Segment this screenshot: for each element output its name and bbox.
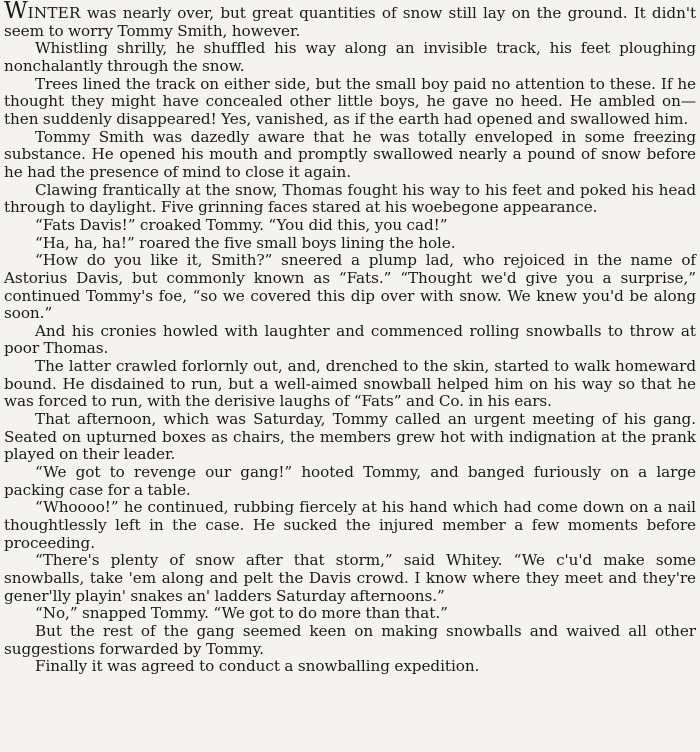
story-column [4,0,696,676]
story-paragraph: The latter crawled forlornly out, and, drenched to the skin, started to walk homeward bound. He disdained to run, but a well-aimed snowball helped him on his way so that he was forced to run, with the derisive laughs of “Fats” and Co. in his ears. [4,357,696,411]
story-paragraph: “We got to revenge our gang!” hooted Tommy, and banged furiously on a large packing case for a table. [4,463,696,499]
story-paragraph-opening [4,0,696,40]
story-paragraph: “How do you like it, Smith?” sneered a plump lad, who rejoiced in the name of Astorius Davis, but commonly known as “Fats.” “Thought we'd give you a surprise,” continued Tommy's foe, “so we covered this dip over with snow. We knew you'd be along soon.” [4,251,696,323]
story-paragraph: “No,” snapped Tommy. “We got to do more than that.” [35,604,448,623]
story-paragraph: “Ha, ha, ha!” roared the five small boys lining the hole. [35,233,456,252]
story-paragraph: Tommy Smith was dazedly aware that he was totally enveloped in some freezing substance. He opened his mouth and promptly swallowed nearly a pound of snow before he had the presence of mind to close it again. [4,127,696,181]
story-paragraph: Trees lined the track on either side, but the small boy paid no attention to these. If he thought they might have concealed other little boys, he gave no heed. He ambled on—then suddenly disappeared! Yes, vanished, as if the earth had opened and swallowed him. [4,74,696,128]
story-paragraph: But the rest of the gang seemed keen on making snowballs and waived all other suggestions forwarded by Tommy. [4,621,696,658]
story-paragraph: And his cronies howled with laughter and commenced rolling snowballs to throw at poor Thomas. [4,321,696,358]
story-paragraph: “There's plenty of snow after that storm,” said Whitey. “We c'u'd make some snowballs, take 'em along and pelt the Davis crowd. I know where they meet and they're gener'lly playin' snakes an' ladders Saturday afternoons.” [4,551,696,605]
lead-word-rest: INTER [27,4,81,22]
story-paragraph: That afternoon, which was Saturday, Tommy called an urgent meeting of his gang. Seated on upturned boxes as chairs, the members grew hot with indignation at the prank played on their leader. [4,410,696,464]
story-paragraph: Clawing frantically at the snow, Thomas fought his way to his feet and poked his head through to daylight. Five grinning faces stared at his woebegone appearance. [4,180,696,217]
story-paragraph: Finally it was agreed to conduct a snowballing expedition. [35,657,480,676]
drop-cap: W [4,0,28,24]
story-paragraph: “Whoooo!” he continued, rubbing fiercely at his hand which had come down on a nail thoughtlessly left in the case. He sucked the injured member a few moments before proceeding. [4,498,696,552]
opening-text: was nearly over, but great quantities of snow still lay on the ground. It didn't seem to worry Tommy Smith, however. [4,4,696,40]
story-paragraph: Whistling shrilly, he shuffled his way along an invisible track, his feet ploughing nonchalantly through the snow. [4,39,696,75]
story-paragraph: “Fats Davis!” croaked Tommy. “You did this, you cad!” [35,215,448,234]
